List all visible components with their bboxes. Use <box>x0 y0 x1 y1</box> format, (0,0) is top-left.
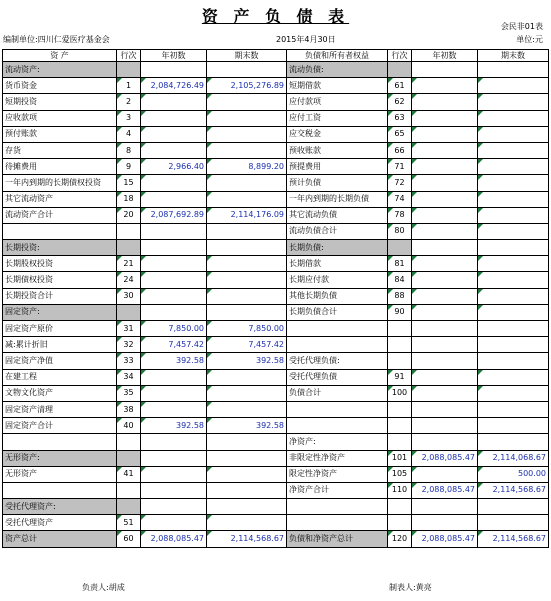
asset-closing-cell: 392.58 <box>207 353 287 369</box>
currency-unit: 单位:元 <box>516 35 543 44</box>
asset-line-cell: 9 <box>117 159 141 175</box>
table-row <box>3 321 549 337</box>
liability-opening-cell <box>412 175 478 191</box>
asset-line-cell <box>117 450 141 466</box>
asset-opening-cell: 392.58 <box>141 418 207 434</box>
liability-closing-cell <box>478 256 549 272</box>
liability-name-cell: 应交税金 <box>287 126 388 142</box>
asset-name-cell: 预付账款 <box>3 126 117 142</box>
liability-name-cell: 受托代理负债 <box>287 369 388 385</box>
liability-line-cell <box>388 401 412 417</box>
liability-opening-cell <box>412 321 478 337</box>
asset-line-cell: 35 <box>117 385 141 401</box>
asset-line-cell: 21 <box>117 256 141 272</box>
asset-line-cell: 1 <box>117 78 141 94</box>
table-row <box>3 207 549 223</box>
asset-opening-cell: 2,088,085.47 <box>141 531 207 547</box>
asset-line-cell: 20 <box>117 207 141 223</box>
liability-closing-cell <box>478 321 549 337</box>
liability-line-cell: 78 <box>388 207 412 223</box>
table-row <box>3 499 549 515</box>
liability-line-cell <box>388 434 412 450</box>
report-title: 资 产 负 债 表 <box>201 7 350 26</box>
asset-line-cell <box>117 304 141 320</box>
liability-name-cell: 预提费用 <box>287 159 388 175</box>
asset-opening-cell <box>141 434 207 450</box>
table-header-row <box>3 50 549 62</box>
asset-name-cell: 无形资产: <box>3 450 117 466</box>
liability-opening-cell <box>412 304 478 320</box>
table-row <box>3 531 549 547</box>
header-opening-right: 年初数 <box>412 50 478 62</box>
table-row <box>3 240 549 256</box>
asset-opening-cell: 7,457.42 <box>141 337 207 353</box>
liability-name-cell: 长期应付款 <box>287 272 388 288</box>
form-code: 会民非01表 <box>500 22 543 31</box>
header-opening: 年初数 <box>141 50 207 62</box>
table-row <box>3 385 549 401</box>
liability-opening-cell <box>412 401 478 417</box>
liability-name-cell: 非限定性净资产 <box>287 450 388 466</box>
liability-opening-cell <box>412 288 478 304</box>
asset-name-cell: 受托代理资产 <box>3 515 117 531</box>
asset-line-cell: 32 <box>117 337 141 353</box>
liability-opening-cell <box>412 337 478 353</box>
asset-line-cell: 30 <box>117 288 141 304</box>
liability-name-cell: 受托代理负债: <box>287 353 388 369</box>
asset-closing-cell: 8,899.20 <box>207 159 287 175</box>
liability-name-cell: 其它流动负债 <box>287 207 388 223</box>
liability-line-cell: 71 <box>388 159 412 175</box>
asset-name-cell: 待摊费用 <box>3 159 117 175</box>
liability-opening-cell <box>412 126 478 142</box>
liability-line-cell <box>388 240 412 256</box>
asset-opening-cell: 2,087,692.89 <box>141 207 207 223</box>
table-row <box>3 126 549 142</box>
asset-opening-cell <box>141 256 207 272</box>
liability-closing-cell <box>478 240 549 256</box>
liability-name-cell <box>287 337 388 353</box>
asset-name-cell: 其它流动资产 <box>3 191 117 207</box>
liability-name-cell: 限定性净资产 <box>287 466 388 482</box>
liability-name-cell: 流动负债合计 <box>287 223 388 239</box>
liability-closing-cell <box>478 401 549 417</box>
asset-closing-cell <box>207 142 287 158</box>
liability-closing-cell <box>478 223 549 239</box>
header-liabilities: 负债和所有者权益 <box>287 50 388 62</box>
asset-closing-cell <box>207 256 287 272</box>
liability-opening-cell <box>412 142 478 158</box>
liability-name-cell: 短期借款 <box>287 78 388 94</box>
liability-opening-cell <box>412 499 478 515</box>
asset-name-cell: 应收款项 <box>3 110 117 126</box>
liability-closing-cell <box>478 78 549 94</box>
asset-opening-cell <box>141 142 207 158</box>
asset-opening-cell <box>141 385 207 401</box>
asset-closing-cell <box>207 175 287 191</box>
liability-name-cell: 预计负债 <box>287 175 388 191</box>
liability-name-cell: 长期负债: <box>287 240 388 256</box>
liability-closing-cell <box>478 110 549 126</box>
asset-closing-cell <box>207 369 287 385</box>
asset-line-cell: 34 <box>117 369 141 385</box>
liability-closing-cell <box>478 434 549 450</box>
asset-closing-cell: 7,850.00 <box>207 321 287 337</box>
table-row <box>3 337 549 353</box>
table-row <box>3 515 549 531</box>
table-row <box>3 272 549 288</box>
liability-name-cell: 应付款项 <box>287 94 388 110</box>
asset-closing-cell <box>207 304 287 320</box>
asset-line-cell <box>117 499 141 515</box>
table-row <box>3 450 549 466</box>
liability-closing-cell <box>478 288 549 304</box>
asset-name-cell: 短期投资 <box>3 94 117 110</box>
asset-name-cell: 流动资产合计 <box>3 207 117 223</box>
asset-closing-cell <box>207 466 287 482</box>
asset-closing-cell: 7,457.42 <box>207 337 287 353</box>
liability-name-cell: 预收账款 <box>287 142 388 158</box>
asset-opening-cell <box>141 110 207 126</box>
liability-name-cell: 负债合计 <box>287 385 388 401</box>
liability-closing-cell: 2,114,568.67 <box>478 482 549 498</box>
asset-name-cell <box>3 482 117 498</box>
asset-opening-cell <box>141 240 207 256</box>
table-row <box>3 369 549 385</box>
liability-opening-cell <box>412 78 478 94</box>
liability-closing-cell <box>478 142 549 158</box>
liability-name-cell: 流动负债: <box>287 62 388 78</box>
liability-line-cell: 65 <box>388 126 412 142</box>
liability-line-cell: 101 <box>388 450 412 466</box>
liability-line-cell <box>388 62 412 78</box>
liability-opening-cell <box>412 223 478 239</box>
liability-name-cell: 其他长期负债 <box>287 288 388 304</box>
liability-opening-cell: 2,088,085.47 <box>412 482 478 498</box>
asset-closing-cell <box>207 499 287 515</box>
asset-closing-cell <box>207 126 287 142</box>
asset-closing-cell <box>207 288 287 304</box>
liability-closing-cell <box>478 499 549 515</box>
liability-line-cell: 81 <box>388 256 412 272</box>
asset-line-cell: 51 <box>117 515 141 531</box>
table-row <box>3 110 549 126</box>
asset-line-cell: 24 <box>117 272 141 288</box>
liability-name-cell <box>287 418 388 434</box>
asset-name-cell: 受托代理资产: <box>3 499 117 515</box>
liability-opening-cell <box>412 191 478 207</box>
asset-name-cell: 资产总计 <box>3 531 117 547</box>
liability-closing-cell <box>478 353 549 369</box>
table-row <box>3 142 549 158</box>
asset-name-cell: 长期债权投资 <box>3 272 117 288</box>
asset-opening-cell <box>141 369 207 385</box>
asset-opening-cell <box>141 515 207 531</box>
liability-opening-cell <box>412 62 478 78</box>
asset-name-cell: 长期投资: <box>3 240 117 256</box>
asset-name-cell: 在建工程 <box>3 369 117 385</box>
liability-opening-cell <box>412 466 478 482</box>
asset-closing-cell: 392.58 <box>207 418 287 434</box>
asset-opening-cell <box>141 223 207 239</box>
liability-opening-cell <box>412 272 478 288</box>
asset-line-cell: 60 <box>117 531 141 547</box>
table-row <box>3 256 549 272</box>
liability-closing-cell <box>478 159 549 175</box>
liability-closing-cell <box>478 304 549 320</box>
asset-opening-cell <box>141 466 207 482</box>
asset-name-cell <box>3 434 117 450</box>
asset-opening-cell <box>141 304 207 320</box>
asset-opening-cell <box>141 126 207 142</box>
liability-line-cell <box>388 418 412 434</box>
liability-opening-cell <box>412 207 478 223</box>
liability-opening-cell: 2,088,085.47 <box>412 450 478 466</box>
asset-closing-cell <box>207 401 287 417</box>
liability-closing-cell: 500.00 <box>478 466 549 482</box>
liability-line-cell: 88 <box>388 288 412 304</box>
asset-line-cell <box>117 240 141 256</box>
asset-closing-cell <box>207 223 287 239</box>
asset-closing-cell: 2,114,176.09 <box>207 207 287 223</box>
liability-name-cell <box>287 321 388 337</box>
asset-line-cell: 15 <box>117 175 141 191</box>
asset-opening-cell <box>141 175 207 191</box>
liability-opening-cell <box>412 434 478 450</box>
liability-opening-cell <box>412 256 478 272</box>
liability-closing-cell <box>478 418 549 434</box>
liability-line-cell: 120 <box>388 531 412 547</box>
asset-name-cell: 一年内到期的长期债权投资 <box>3 175 117 191</box>
liability-line-cell: 84 <box>388 272 412 288</box>
asset-closing-cell <box>207 191 287 207</box>
asset-line-cell: 31 <box>117 321 141 337</box>
liability-name-cell: 应付工资 <box>287 110 388 126</box>
table-row <box>3 175 549 191</box>
table-row <box>3 482 549 498</box>
liability-closing-cell: 2,114,568.67 <box>478 531 549 547</box>
liability-line-cell: 110 <box>388 482 412 498</box>
asset-line-cell: 4 <box>117 126 141 142</box>
liability-line-cell: 61 <box>388 78 412 94</box>
liability-line-cell <box>388 515 412 531</box>
liability-closing-cell <box>478 94 549 110</box>
asset-name-cell <box>3 223 117 239</box>
liability-opening-cell <box>412 353 478 369</box>
table-row <box>3 62 549 78</box>
asset-name-cell: 固定资产合计 <box>3 418 117 434</box>
table-row <box>3 401 549 417</box>
reporting-unit: 编制单位:四川仁爱医疗基金会 <box>3 35 110 44</box>
liability-line-cell <box>388 321 412 337</box>
header-closing: 期末数 <box>207 50 287 62</box>
header-line-no-right: 行次 <box>388 50 412 62</box>
asset-closing-cell <box>207 385 287 401</box>
asset-name-cell: 固定资产净值 <box>3 353 117 369</box>
table-row <box>3 288 549 304</box>
asset-opening-cell <box>141 482 207 498</box>
asset-closing-cell <box>207 94 287 110</box>
asset-line-cell <box>117 62 141 78</box>
liability-closing-cell <box>478 191 549 207</box>
liability-line-cell: 62 <box>388 94 412 110</box>
asset-line-cell: 8 <box>117 142 141 158</box>
table-row <box>3 353 549 369</box>
asset-name-cell: 存货 <box>3 142 117 158</box>
liability-line-cell: 105 <box>388 466 412 482</box>
liability-opening-cell <box>412 385 478 401</box>
liability-opening-cell <box>412 369 478 385</box>
asset-name-cell: 固定资产原价 <box>3 321 117 337</box>
liability-line-cell <box>388 353 412 369</box>
table-row <box>3 159 549 175</box>
header-closing-right: 期末数 <box>478 50 549 62</box>
liability-closing-cell <box>478 175 549 191</box>
footer-responsible: 负责人:胡成 <box>82 583 125 592</box>
asset-line-cell <box>117 482 141 498</box>
asset-closing-cell <box>207 515 287 531</box>
liability-line-cell: 91 <box>388 369 412 385</box>
liability-line-cell <box>388 499 412 515</box>
header-assets: 资 产 <box>3 50 117 62</box>
asset-opening-cell <box>141 401 207 417</box>
liability-line-cell: 74 <box>388 191 412 207</box>
table-row <box>3 191 549 207</box>
asset-line-cell: 33 <box>117 353 141 369</box>
liability-opening-cell <box>412 110 478 126</box>
liability-closing-cell <box>478 385 549 401</box>
asset-line-cell <box>117 434 141 450</box>
table-row <box>3 94 549 110</box>
liability-name-cell: 长期借款 <box>287 256 388 272</box>
liability-name-cell: 一年内到期的长期负债 <box>287 191 388 207</box>
liability-name-cell <box>287 499 388 515</box>
asset-opening-cell <box>141 450 207 466</box>
liability-closing-cell <box>478 272 549 288</box>
asset-name-cell: 固定资产清理 <box>3 401 117 417</box>
liability-opening-cell: 2,088,085.47 <box>412 531 478 547</box>
table-row <box>3 304 549 320</box>
liability-opening-cell <box>412 159 478 175</box>
asset-line-cell <box>117 223 141 239</box>
liability-closing-cell <box>478 62 549 78</box>
asset-name-cell: 货币资金 <box>3 78 117 94</box>
asset-line-cell: 2 <box>117 94 141 110</box>
table-row <box>3 78 549 94</box>
asset-name-cell: 长期股权投资 <box>3 256 117 272</box>
liability-closing-cell <box>478 337 549 353</box>
asset-closing-cell <box>207 272 287 288</box>
liability-closing-cell <box>478 515 549 531</box>
table-row <box>3 466 549 482</box>
asset-opening-cell <box>141 94 207 110</box>
asset-opening-cell: 392.58 <box>141 353 207 369</box>
table-row <box>3 418 549 434</box>
liability-line-cell: 90 <box>388 304 412 320</box>
asset-opening-cell <box>141 62 207 78</box>
asset-line-cell: 38 <box>117 401 141 417</box>
asset-line-cell: 3 <box>117 110 141 126</box>
liability-opening-cell <box>412 515 478 531</box>
asset-name-cell: 固定资产: <box>3 304 117 320</box>
asset-line-cell: 18 <box>117 191 141 207</box>
table-row <box>3 434 549 450</box>
liability-opening-cell <box>412 240 478 256</box>
liability-closing-cell <box>478 126 549 142</box>
asset-opening-cell: 2,084,726.49 <box>141 78 207 94</box>
asset-closing-cell: 2,114,568.67 <box>207 531 287 547</box>
liability-line-cell: 72 <box>388 175 412 191</box>
liability-opening-cell <box>412 418 478 434</box>
asset-closing-cell <box>207 110 287 126</box>
liability-name-cell: 净资产: <box>287 434 388 450</box>
liability-line-cell: 63 <box>388 110 412 126</box>
asset-line-cell: 40 <box>117 418 141 434</box>
asset-name-cell: 文物文化资产 <box>3 385 117 401</box>
liability-name-cell <box>287 515 388 531</box>
liability-name-cell: 净资产合计 <box>287 482 388 498</box>
asset-closing-cell: 2,105,276.89 <box>207 78 287 94</box>
asset-opening-cell: 7,850.00 <box>141 321 207 337</box>
asset-opening-cell <box>141 288 207 304</box>
liability-name-cell <box>287 401 388 417</box>
header-line-no: 行次 <box>117 50 141 62</box>
liability-opening-cell <box>412 94 478 110</box>
asset-closing-cell <box>207 482 287 498</box>
liability-closing-cell <box>478 369 549 385</box>
footer-preparer: 制表人:黄亮 <box>389 583 432 592</box>
asset-opening-cell <box>141 499 207 515</box>
asset-closing-cell <box>207 62 287 78</box>
report-date: 2015年4月30日 <box>276 35 336 44</box>
liability-line-cell: 80 <box>388 223 412 239</box>
asset-name-cell: 流动资产: <box>3 62 117 78</box>
asset-closing-cell <box>207 450 287 466</box>
liability-name-cell: 长期负债合计 <box>287 304 388 320</box>
table-row <box>3 223 549 239</box>
asset-closing-cell <box>207 240 287 256</box>
asset-name-cell: 长期投资合计 <box>3 288 117 304</box>
balance-sheet-table <box>2 49 549 548</box>
asset-name-cell: 无形资产 <box>3 466 117 482</box>
liability-line-cell: 100 <box>388 385 412 401</box>
asset-opening-cell <box>141 191 207 207</box>
asset-name-cell: 减:累计折旧 <box>3 337 117 353</box>
liability-closing-cell: 2,114,068.67 <box>478 450 549 466</box>
asset-opening-cell <box>141 272 207 288</box>
liability-line-cell: 66 <box>388 142 412 158</box>
liability-name-cell: 负债和净资产总计 <box>287 531 388 547</box>
asset-closing-cell <box>207 434 287 450</box>
asset-opening-cell: 2,966.40 <box>141 159 207 175</box>
liability-line-cell <box>388 337 412 353</box>
asset-line-cell: 41 <box>117 466 141 482</box>
liability-closing-cell <box>478 207 549 223</box>
